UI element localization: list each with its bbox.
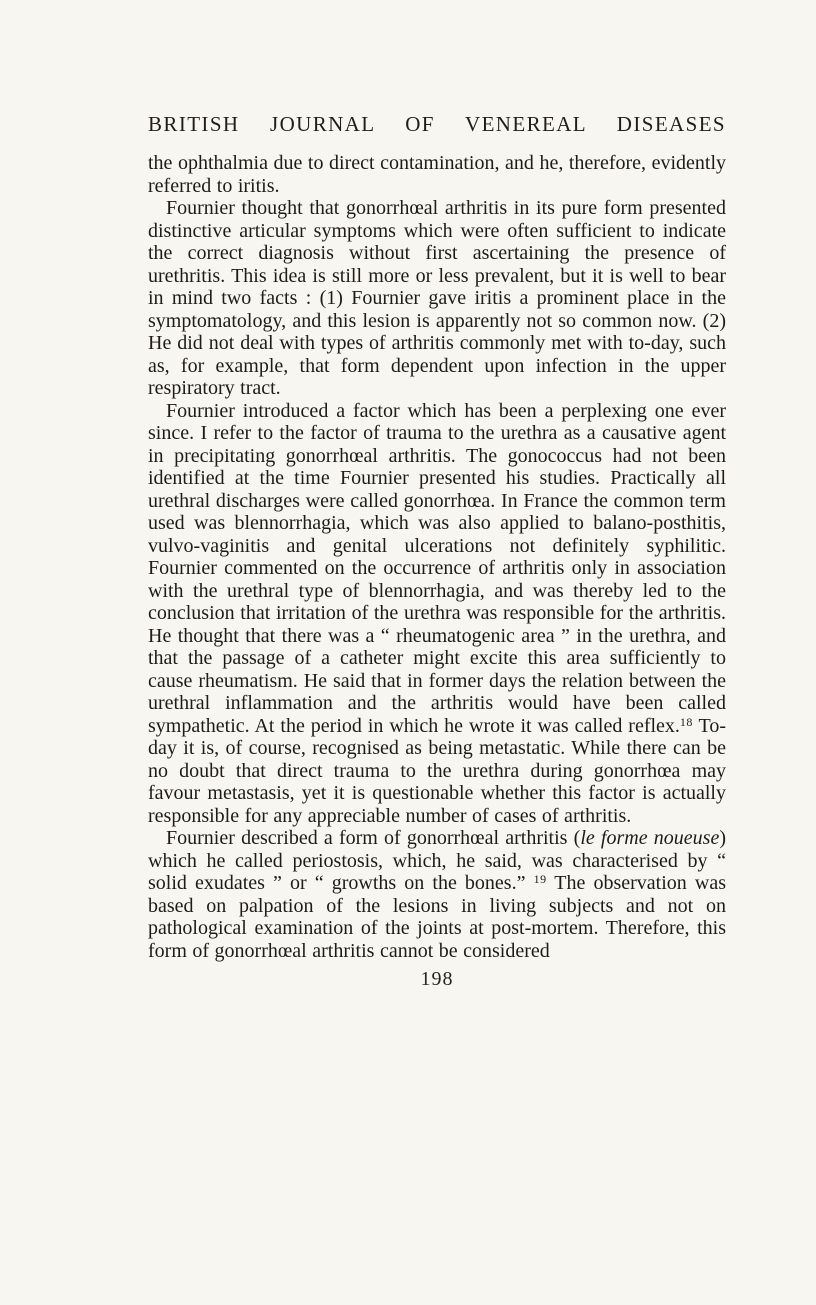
italic-text: le forme noueuse xyxy=(580,827,720,849)
text-run: To-day it is, of course, recognised as being metastatic. While there can be no doubt that direct trauma to the urethra during gonorrhœa may favour metastasis, yet it is questionable whether this factor is actually responsible for any appreciable number of cases of arthritis. xyxy=(148,714,726,827)
paragraph xyxy=(148,400,726,828)
text-run: Fournier described a form of gonorrhœal arthritis ( xyxy=(166,827,581,849)
journal-header: BRITISH JOURNAL OF VENEREAL DISEASES xyxy=(148,112,726,136)
paragraph xyxy=(148,827,726,962)
paragraph xyxy=(148,197,726,400)
text-run: Fournier thought that gonorrhœal arthritis in its pure form presented distinctive articular symptoms which were often sufficient to indicate the correct diagnosis without first ascertaining the presence of urethritis. This idea is still more or less prevalent, but it is well to bear in mind two facts : (1) Fournier gave iritis a prominent place in the symptomatology, and this lesion is apparently not so common now. (2) He did not deal with types of arthritis commonly met with to-day, such as, for example, that form dependent upon infection in the upper respiratory tract. xyxy=(148,197,726,399)
footnote-reference: 18 xyxy=(679,714,693,729)
text-run: the ophthalmia due to direct contamination, and he, therefore, evidently referred to iritis. xyxy=(148,152,726,197)
text-block xyxy=(148,112,726,991)
paragraph xyxy=(148,152,726,197)
text-run: The observation was based on palpation of the lesions in living subjects and not on pathological examination of the joints at post-mortem. Therefore, this form of gonorrhœal arthritis cannot be considered xyxy=(148,872,726,962)
footnote-reference: 19 xyxy=(533,872,547,886)
text-run: ) which he called periostosis, which, he said, was characterised by “ solid exudates ” or “ growths on the bones.” xyxy=(148,827,726,894)
page-body xyxy=(148,152,726,962)
page-number: 198 xyxy=(420,968,454,990)
text-run: Fournier introduced a factor which has been a perplexing one ever since. I refer to the factor of trauma to the urethra as a causative agent in precipitating gonorrhœal arthritis. The gonococcus had not been identified at the time Fournier presented his studies. Practically all urethral discharges were called gonorrhœa. In France the common term used was blennorrhagia, which was also applied to balano-posthitis, vulvo-vaginitis and genital ulcerations not definitely syphilitic. Fournier commented on the occurrence of arthritis only in association with the urethral type of blennorrhagia, and was thereby led to the conclusion that irritation of the urethra was responsible for the arthritis. He thought that there was a “ rheumatogenic area ” in the urethra, and that the passage of a catheter might excite this area sufficiently to cause rheumatism. He said that in former days the relation between the urethral inflammation and the arthritis would have been called sympathetic. At the period in which he wrote it was called reflex. xyxy=(148,399,726,737)
